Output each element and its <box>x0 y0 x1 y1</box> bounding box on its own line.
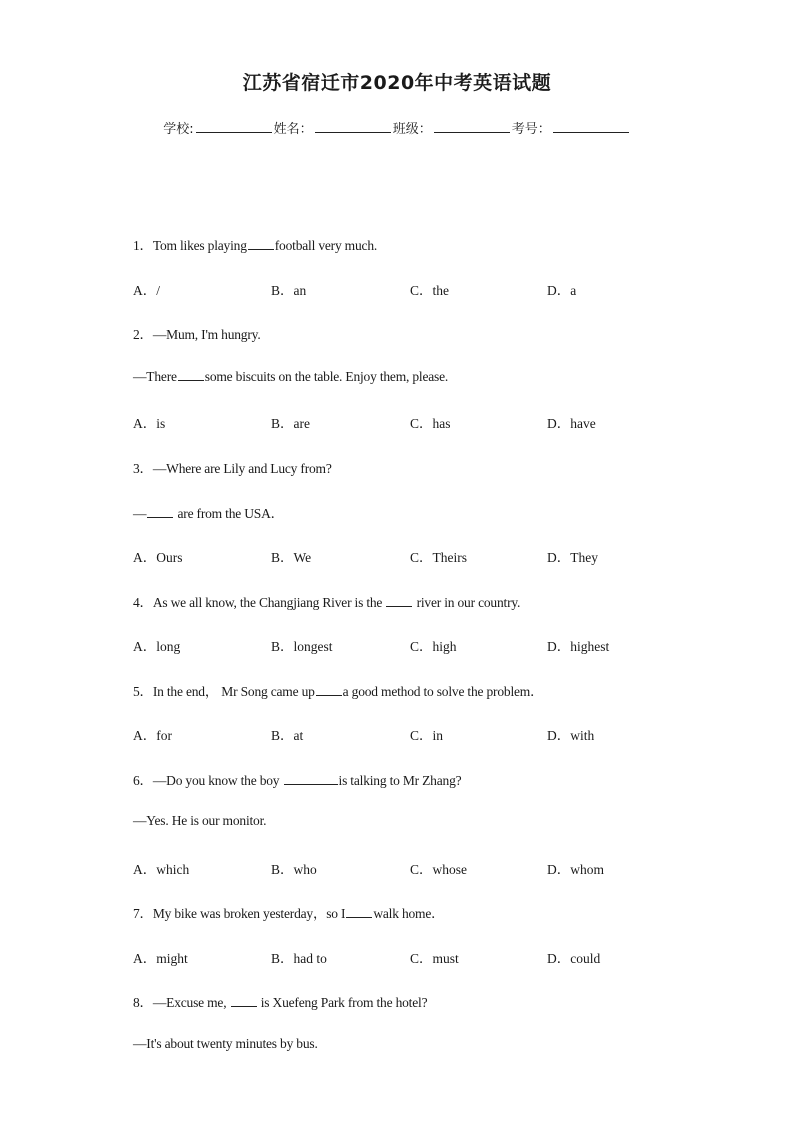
exam-title: 江苏省宿迁市2020年中考英语试题 <box>242 72 552 94</box>
option-b[interactable]: B．We <box>271 550 312 565</box>
option-a[interactable]: A．might <box>133 951 188 966</box>
answer-blank <box>284 772 338 785</box>
option-d[interactable]: D．could <box>547 951 601 966</box>
question-6-reply: —Yes. He is our monitor. <box>133 813 267 828</box>
option-d[interactable]: D．have <box>547 416 596 431</box>
question-5-stem: 5．In the end， Mr Song came up a good method to solve the problem． <box>133 684 544 699</box>
option-d[interactable]: D．a <box>547 283 577 298</box>
option-b[interactable]: B．who <box>271 862 317 877</box>
name-blank[interactable] <box>315 121 391 133</box>
answer-blank <box>248 237 274 250</box>
name-label: 姓名： <box>273 122 313 137</box>
option-c[interactable]: C．in <box>410 728 444 743</box>
school-blank[interactable] <box>196 121 272 133</box>
exam-number-blank[interactable] <box>553 121 629 133</box>
answer-blank <box>231 994 257 1007</box>
question-4-options <box>133 635 693 653</box>
answer-blank <box>346 905 372 918</box>
answer-blank <box>386 594 412 607</box>
option-a[interactable]: A．which <box>133 862 190 877</box>
question-3-reply: — are from the USA． <box>133 506 284 521</box>
class-blank[interactable] <box>434 121 510 133</box>
answer-blank <box>147 505 173 518</box>
question-5-options <box>133 724 693 742</box>
answer-blank <box>316 683 342 696</box>
question-6-stem: 6．—Do you know the boy is talking to Mr Zhang? <box>133 773 462 788</box>
option-a[interactable]: A．is <box>133 416 166 431</box>
exam-number-label: 考号： <box>511 122 551 137</box>
question-2-options <box>133 412 693 430</box>
option-a[interactable]: A．for <box>133 728 172 743</box>
question-1-stem: 1．Tom likes playing football very much. <box>133 238 378 253</box>
option-b[interactable]: B．are <box>271 416 310 431</box>
class-label: 班级： <box>392 122 432 137</box>
question-8-stem: 8．—Excuse me, is Xuefeng Park from the hotel? <box>133 995 428 1010</box>
option-c[interactable]: C．must <box>410 951 459 966</box>
option-d[interactable]: D．whom <box>547 862 604 877</box>
school-label: 学校: <box>163 122 194 137</box>
question-3-stem: 3．—Where are Lily and Lucy from? <box>133 461 332 476</box>
option-b[interactable]: B．had to <box>271 951 327 966</box>
question-3-options <box>133 546 693 564</box>
question-8-reply: —It's about twenty minutes by bus. <box>133 1036 318 1051</box>
question-2-stem: 2．—Mum, I'm hungry. <box>133 327 261 342</box>
option-a[interactable]: A．/ <box>133 283 160 298</box>
question-7-options <box>133 947 693 965</box>
option-a[interactable]: A．Ours <box>133 550 183 565</box>
question-4-stem: 4．As we all know, the Changjiang River is the river in our country. <box>133 595 521 610</box>
option-d[interactable]: D．with <box>547 728 595 743</box>
option-b[interactable]: B．an <box>271 283 307 298</box>
question-7-stem: 7．My bike was broken yesterday，so I walk home． <box>133 906 445 921</box>
option-b[interactable]: B．longest <box>271 639 333 654</box>
option-d[interactable]: D．highest <box>547 639 610 654</box>
option-a[interactable]: A．long <box>133 639 181 654</box>
question-6-options <box>133 858 693 876</box>
option-c[interactable]: C．high <box>410 639 457 654</box>
option-c[interactable]: C．has <box>410 416 451 431</box>
question-1-options <box>133 279 693 297</box>
option-c[interactable]: C．whose <box>410 862 467 877</box>
option-c[interactable]: C．Theirs <box>410 550 467 565</box>
student-info-row <box>0 118 794 137</box>
answer-blank <box>178 368 204 381</box>
question-2-reply: —There some biscuits on the table. Enjoy them, please. <box>133 369 449 384</box>
option-b[interactable]: B．at <box>271 728 304 743</box>
option-d[interactable]: D．They <box>547 550 598 565</box>
option-c[interactable]: C．the <box>410 283 449 298</box>
